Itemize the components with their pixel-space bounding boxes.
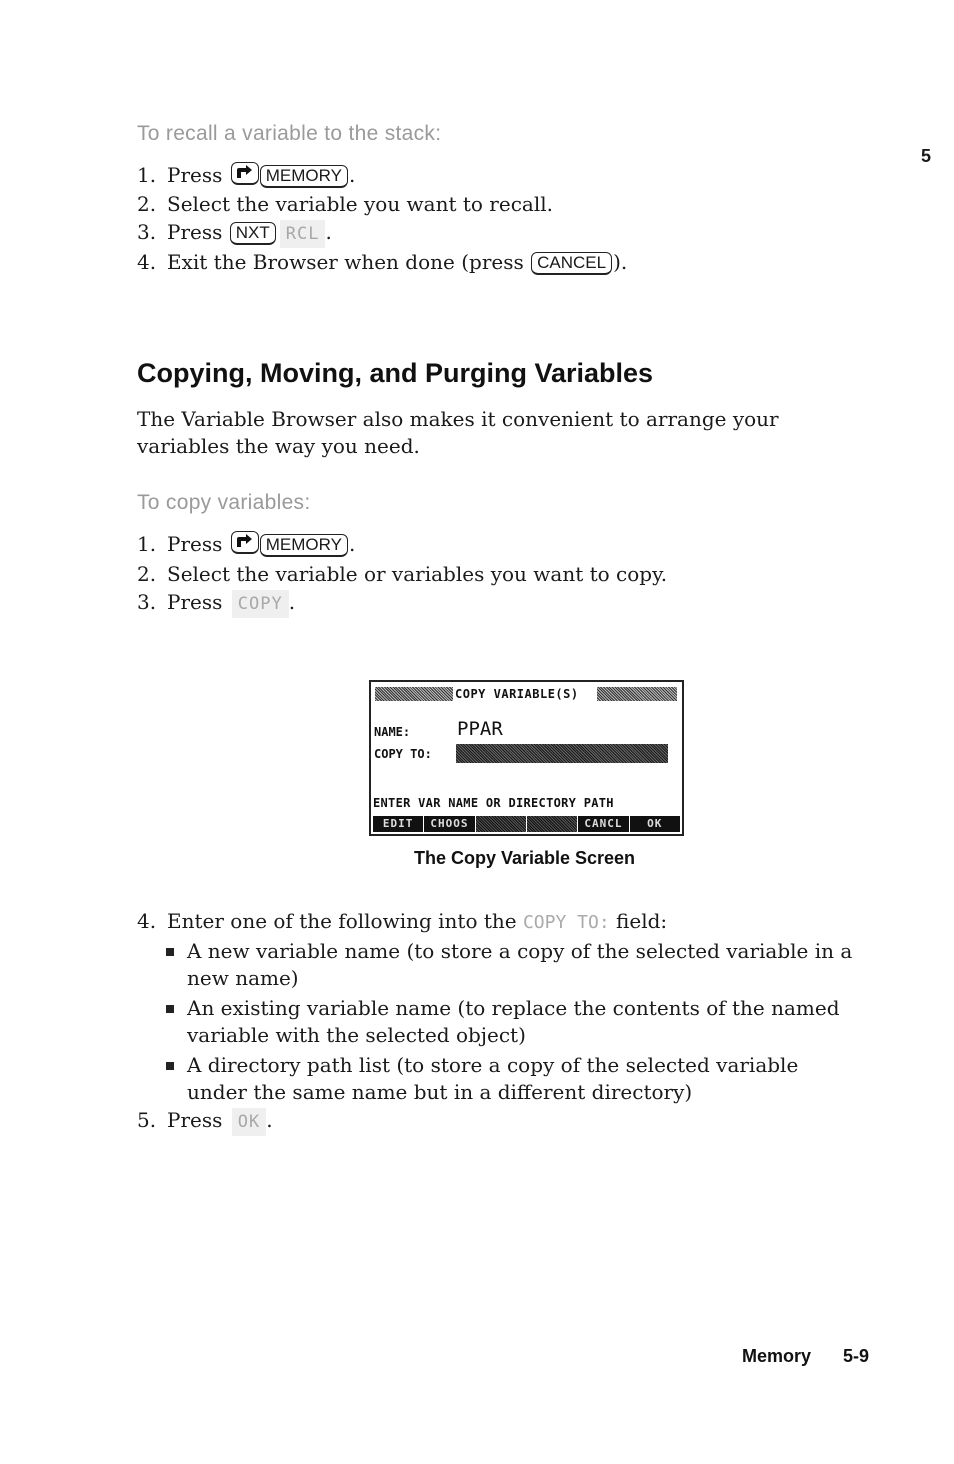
step-text: Press (167, 220, 223, 244)
step-text: Press (167, 532, 223, 556)
step-number: 3. (137, 220, 157, 244)
bullet-1-line-1: A new variable name (to store a copy of the selected variable in a (187, 939, 853, 963)
step-text: Press (167, 590, 223, 614)
bullet-icon (166, 948, 174, 956)
memory-key: MEMORY (260, 165, 348, 188)
screen-title: COPY VARIABLE(S) (455, 687, 579, 701)
name-value: PPAR (457, 718, 503, 740)
bullet-icon (166, 1005, 174, 1013)
copy-to-label: COPY TO: (374, 747, 432, 761)
step-number: 1. (137, 532, 157, 556)
menu-cancl[interactable]: CANCL (578, 816, 628, 832)
copy-to-field[interactable] (456, 744, 668, 763)
step-number: 4. (137, 909, 157, 933)
step-number: 1. (137, 163, 157, 187)
bullet-icon (166, 1062, 174, 1070)
title-hatch-right (597, 687, 677, 701)
recall-step-2 (137, 190, 553, 218)
copy-softkey: COPY (232, 590, 289, 618)
chapter-tab: 5 (921, 146, 932, 166)
recall-step-1: 1. Press MEMORY . (137, 163, 356, 187)
step-text: Press (167, 1108, 223, 1132)
footer-page-number: 5-9 (843, 1346, 870, 1366)
bullet-3-line-1: A directory path list (to store a copy of the selected variable (187, 1053, 799, 1077)
copy-variable-screen (369, 680, 684, 836)
footer-section-name: Memory (742, 1346, 812, 1366)
right-shift-key-icon (231, 162, 259, 185)
section-heading: Copying, Moving, and Purging Variables (137, 358, 654, 388)
rcl-softkey: RCL (280, 220, 326, 248)
screen-title-bar (371, 685, 682, 703)
bullet-3-line-2: under the same name but in a different directory) (187, 1080, 693, 1104)
bullet-2-line-1: An existing variable name (to replace the contents of the named (187, 996, 840, 1020)
copy-subhead: To copy variables: (137, 491, 311, 514)
step-number: 5. (137, 1108, 157, 1132)
step-number: 2. (137, 192, 157, 216)
recall-step-3: 3. Press NXT RCL . (137, 218, 332, 248)
menu-ok[interactable]: OK (630, 816, 680, 832)
bullet-1-line-2: new name) (187, 966, 299, 990)
bullet-2-line-2: variable with the selected object) (187, 1023, 526, 1047)
menu-edit[interactable]: EDIT (373, 816, 423, 832)
copy-to-field-name: COPY TO: (522, 912, 610, 933)
name-label: NAME: (374, 725, 411, 739)
step-text: Enter one of the following into the (167, 909, 517, 933)
step-number: 2. (137, 562, 157, 586)
step-text: Select the variable you want to recall. (167, 192, 553, 216)
recall-step-4: 4. Exit the Browser when done (press CANCEL ). (137, 250, 628, 274)
figure-caption: The Copy Variable Screen (413, 848, 636, 868)
menu-choos[interactable]: CHOOS (424, 816, 474, 832)
screen-menu-bar (373, 816, 680, 832)
copy-step-2 (137, 560, 667, 588)
step-number: 4. (137, 250, 157, 274)
cancel-key: CANCEL (531, 252, 612, 275)
menu-blank-2 (527, 816, 577, 832)
screen-prompt: ENTER VAR NAME OR DIRECTORY PATH (373, 796, 614, 810)
copy-step-4 (137, 907, 667, 937)
step-text: Select the variable or variables you want to copy. (167, 562, 668, 586)
recall-subhead: To recall a variable to the stack: (137, 122, 442, 145)
nxt-key: NXT (230, 222, 276, 245)
step-text: Exit the Browser when done (press (167, 250, 524, 274)
memory-key: MEMORY (260, 534, 348, 557)
title-hatch-left (375, 687, 453, 701)
step-text: Press (167, 163, 223, 187)
copy-step-5: 5. Press OK . (137, 1106, 273, 1136)
section-paragraph-line-2: variables the way you need. (137, 434, 420, 458)
step-text-after: field: (616, 909, 668, 933)
right-shift-key-icon (231, 531, 259, 554)
step-number: 3. (137, 590, 157, 614)
menu-blank-1 (476, 816, 526, 832)
copy-step-3: 3. Press COPY . (137, 588, 295, 618)
section-paragraph-line-1: The Variable Browser also makes it convenient to arrange your (137, 407, 779, 431)
copy-step-1: 1. Press MEMORY . (137, 532, 356, 556)
ok-softkey: OK (232, 1108, 266, 1136)
